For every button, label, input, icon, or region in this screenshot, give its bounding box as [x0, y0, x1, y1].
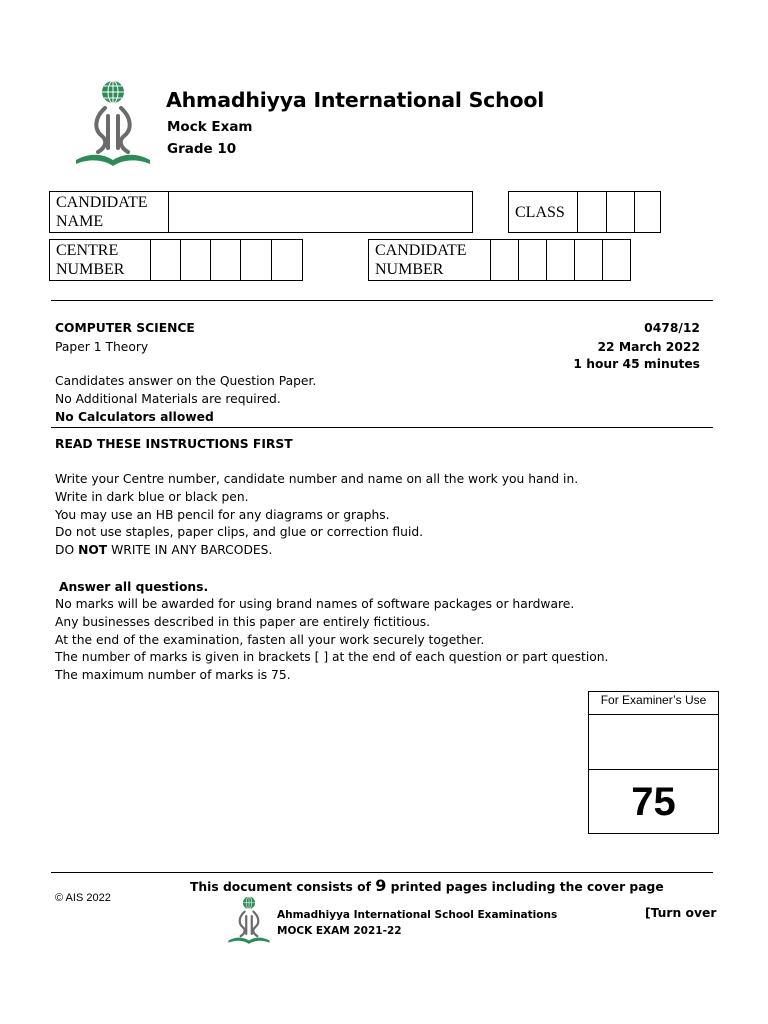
- class-cell[interactable]: [577, 192, 606, 232]
- school-logo: [72, 78, 154, 168]
- paper-code: 0478/12: [644, 321, 700, 335]
- centre-number-digit[interactable]: [150, 240, 180, 280]
- page-count-prefix: This document consists of: [190, 880, 376, 894]
- barcode-prefix: DO: [55, 543, 79, 558]
- exam-body: Ahmadhiyya International School Examinations: [277, 909, 558, 921]
- candidate-number-box: [368, 239, 631, 281]
- instructions-heading: READ THESE INSTRUCTIONS FIRST: [55, 437, 293, 451]
- instructions-block-a: [55, 471, 578, 560]
- class-cell[interactable]: [634, 192, 661, 232]
- page-count-suffix: printed pages including the cover page: [386, 880, 664, 894]
- centre-number-digit[interactable]: [240, 240, 271, 280]
- page-count: 9: [375, 876, 387, 895]
- total-marks: 75: [631, 780, 676, 824]
- candidate-number-label-line1: CANDIDATE: [375, 242, 467, 259]
- candidate-number-digit[interactable]: [574, 240, 602, 280]
- instruction-line: Write in dark blue or black pen.: [55, 489, 249, 504]
- examiner-use-label: For Examiner’s Use: [589, 692, 718, 715]
- candidate-name-label: [56, 193, 148, 231]
- centre-number-box: [49, 239, 303, 281]
- instruction-line: The maximum number of marks is 75.: [55, 668, 291, 683]
- school-name: Ahmadhiyya International School: [166, 88, 545, 112]
- candidate-number-digit[interactable]: [602, 240, 631, 280]
- instructions-block-b: [55, 596, 608, 685]
- subject: COMPUTER SCIENCE: [55, 321, 195, 335]
- grade-label: Grade 10: [167, 141, 237, 157]
- examiner-mark-field[interactable]: [589, 715, 718, 770]
- paper-name: Paper 1 Theory: [55, 340, 149, 354]
- examiner-use-box: [588, 691, 719, 834]
- instruction-line: Do not use staples, paper clips, and glue or correction fluid.: [55, 525, 424, 540]
- instruction-line: At the end of the examination, fasten all your work securely together.: [55, 632, 485, 647]
- answer-all-heading: Answer all questions.: [59, 580, 209, 594]
- class-label: CLASS: [515, 204, 565, 221]
- exam-series: MOCK EXAM 2021-22: [277, 925, 402, 937]
- centre-number-label-line2: NUMBER: [56, 261, 125, 278]
- class-cell[interactable]: [606, 192, 634, 232]
- candidate-name-label-line2: NAME: [56, 213, 104, 230]
- candidate-name-field[interactable]: [168, 192, 472, 232]
- barcode-suffix: WRITE IN ANY BARCODES.: [107, 543, 273, 558]
- candidate-number-digit[interactable]: [546, 240, 574, 280]
- divider: [51, 300, 713, 301]
- divider: [51, 427, 713, 428]
- centre-number-digit[interactable]: [180, 240, 210, 280]
- exam-type: Mock Exam: [167, 119, 253, 135]
- page-count-statement: [190, 876, 664, 895]
- instruction-line: Any businesses described in this paper are entirely fictitious.: [55, 614, 431, 629]
- instruction-line: The number of marks is given in brackets [ ] at the end of each question or part question.: [55, 650, 609, 665]
- barcode-not: NOT: [78, 543, 108, 558]
- exam-date: 22 March 2022: [597, 340, 700, 354]
- instruction-line: Write your Centre number, candidate number and name on all the work you hand in.: [55, 472, 579, 486]
- candidate-name-box: [49, 191, 473, 233]
- candidate-number-label: [375, 241, 467, 279]
- centre-number-label-line1: CENTRE: [56, 242, 119, 259]
- divider: [51, 872, 713, 873]
- materials-line: No Additional Materials are required.: [55, 392, 281, 406]
- copyright: © AIS 2022: [55, 892, 111, 904]
- centre-number-label: [56, 241, 124, 279]
- candidate-number-digit[interactable]: [490, 240, 518, 280]
- exam-duration: 1 hour 45 minutes: [573, 357, 700, 371]
- materials-line: Candidates answer on the Question Paper.: [55, 374, 317, 388]
- materials-line: No Calculators allowed: [55, 410, 214, 424]
- instruction-line: No marks will be awarded for using brand names of software packages or hardware.: [55, 597, 575, 611]
- centre-number-digit[interactable]: [271, 240, 303, 280]
- candidate-number-label-line2: NUMBER: [375, 261, 444, 278]
- candidate-name-label-line1: CANDIDATE: [56, 194, 148, 211]
- footer-logo: [226, 895, 272, 945]
- centre-number-digit[interactable]: [210, 240, 240, 280]
- class-box: [508, 191, 661, 233]
- instruction-line: You may use an HB pencil for any diagrams or graphs.: [55, 507, 390, 522]
- instruction-line-barcodes: [55, 542, 578, 560]
- candidate-number-digit[interactable]: [518, 240, 546, 280]
- turn-over: [Turn over: [645, 906, 717, 920]
